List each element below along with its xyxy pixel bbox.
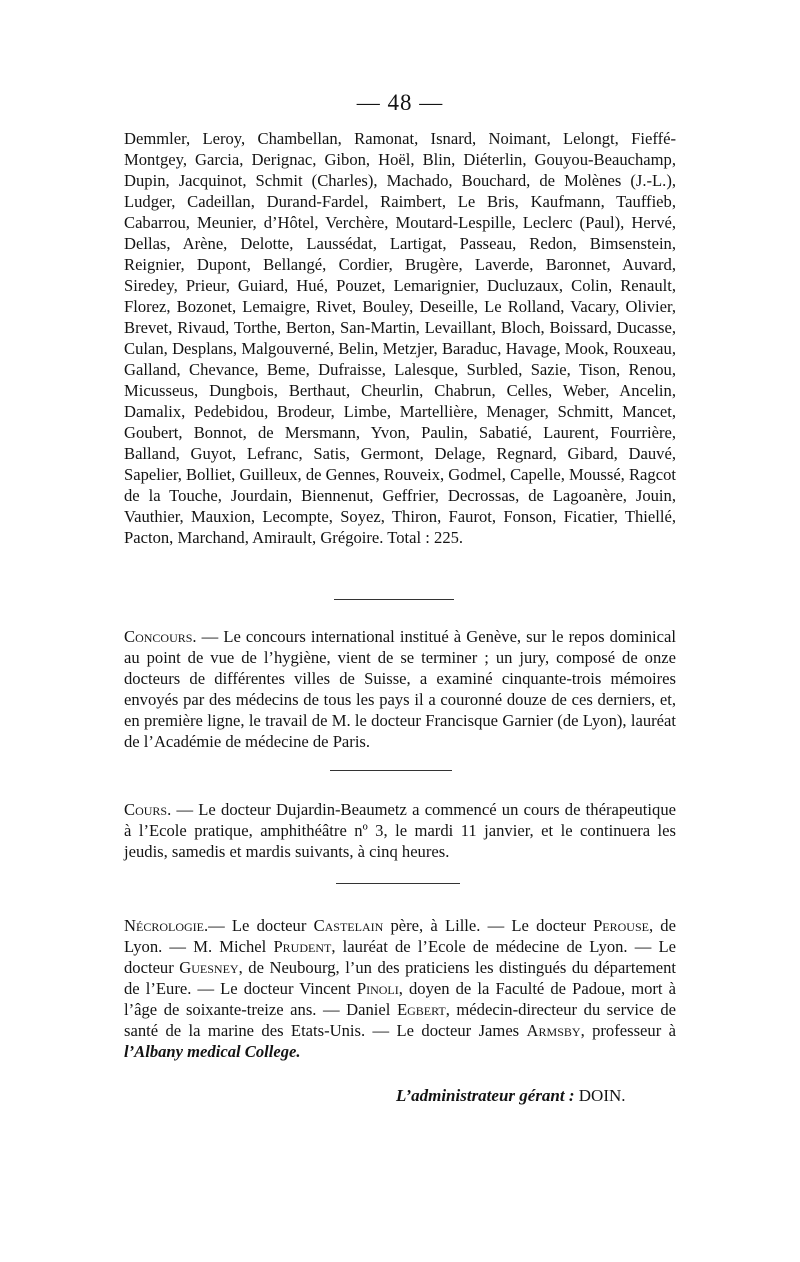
necrologie-name-prudent: Prudent <box>273 937 332 956</box>
names-paragraph: Demmler, Leroy, Chambellan, Ramonat, Isnard, Noimant, Lelongt, Fieffé-Montgey, Garcia, Derignac, Gibon, Hoël, Blin, Diéterlin, Gouyou-Beauchamp, Dupin, Jacquinot, Schmit (Charles), Machado, Bouchard, de Molènes (J.-L.), Ludger, Cadeillan, Durand-Fardel, Raimbert, Le Bris, Kaufmann, Tauffieb, Cabarrou, Meunier, d’Hôtel, Verchère, Moutard-Lespille, Leclerc (Paul), Hervé, Dellas, Arène, Delotte, Laussédat, Lartigat, Passeau, Redon, Bimsenstein, Reignier, Dupont, Bellangé, Cordier, Brugère, Laverde, Baronnet, Auvard, Siredey, Prieur, Guiard, Hué, Pouzet, Lemarignier, Ducluzaux, Colin, Renault, Florez, Bozonet, Lemaigre, Rivet, Bouley, Deseille, Le Rolland, Vacary, Olivier, Brevet, Rivaud, Torthe, Berton, San-Martin, Levaillant, Bloch, Boissard, Ducasse, Culan, Desplans, Malgouverné, Belin, Metzjer, Baraduc, Havage, Mook, Rouxeau, Galland, Chevance, Beme, Dufraisse, Lalesque, Surbled, Sazie, Tison, Renou, Micusseus, Dungbois, Berthaut, Cheurlin, Chabrun, Celles, Weber, Ancelin, Damalix, Pedebidou, Brodeur, Limbe, Martellière, Menager, Schmitt, Mancet, Goubert, Bonnot, de Mersmann, Yvon, Paulin, Sabatié, Laurent, Fourrière, Balland, Guyot, Lefranc, Satis, Germont, Delage, Regnard, Gibard, Dauvé, Sapelier, Bolliet, Guilleux, de Gennes, Rouveix, Godmel, Capelle, Moussé, Ragcot de la Touche, Jourdain, Biennenut, Geffrier, Decrossas, de Lagoanère, Jouin, Vauthier, Mauxion, Lecompte, Soyez, Thiron, Faurot, Fonson, Ficatier, Thiellé, Pacton, Marchand, Amirault, Grégoire. Total : 225. <box>124 129 676 547</box>
albany-college-name: l’Albany medical College. <box>124 1042 301 1061</box>
cours-heading: Cours. <box>124 800 172 819</box>
cours-section <box>124 799 676 862</box>
concours-heading: Concours. <box>124 627 197 646</box>
separator-rule-1 <box>334 599 454 600</box>
necrologie-name-guesney: Guesney <box>179 958 239 977</box>
necrologie-heading: Nécrologie. <box>124 916 209 935</box>
signature-name: DOIN. <box>578 1086 626 1105</box>
necrologie-text-2: père, à Lille. — Le docteur <box>383 916 594 935</box>
signature-line <box>396 1086 686 1106</box>
necrologie-text-5: , de Neubourg, l’un des praticiens les distingués du département de l’Eure. — Le docteur Vincent <box>124 958 676 998</box>
necrologie-name-perouse: Perouse <box>593 916 649 935</box>
necrologie-name-egbert: Egbert <box>396 1000 446 1019</box>
necrologie-section <box>124 915 676 1062</box>
necrologie-text-3: , de Lyon. — M. Michel <box>124 916 676 956</box>
concours-section <box>124 626 676 752</box>
cours-text: — Le docteur Dujardin-Beaumetz a commencé un cours de thérapeutique à l’Ecole pratique, amphithéâtre nº 3, le mardi 11 janvier, et le continuera les jeudis, samedis et mardis suivants, à cinq heures. <box>124 800 676 861</box>
necrologie-name-armsby: Armsby <box>526 1021 581 1040</box>
necrologie-text-6: , doyen de la Faculté de Padoue, mort à l’âge de soixante-treize ans. — Daniel <box>124 979 676 1019</box>
necrologie-text-7: , médecin-directeur du service de santé de la marine des Etats-Unis. — Le docteur James <box>124 1000 676 1040</box>
separator-rule-3 <box>336 883 460 884</box>
necrologie-text-4: , lauréat de l’Ecole de médecine de Lyon. — Le docteur <box>124 937 676 977</box>
page-number: — 48 — <box>356 90 444 115</box>
separator-rule-2 <box>330 770 452 771</box>
necrologie-name-castelain: Castelain <box>313 916 384 935</box>
signature-role: L’administrateur gérant : <box>396 1086 575 1105</box>
concours-paragraph <box>124 626 676 752</box>
cours-paragraph <box>124 799 676 862</box>
necrologie-text-8: , professeur à <box>580 1021 676 1040</box>
necrologie-name-pinoli: Pinoli <box>356 979 399 998</box>
necrologie-text-1: — Le docteur <box>208 916 314 935</box>
concours-text: — Le concours international institué à Genève, sur le repos dominical au point de vue de l’hygiène, vient de se terminer ; un jury, composé de onze docteurs de différentes villes de Suisse, a examiné cinquante-trois mémoires envoyés par des médecins de tous les pays il a couronné douze de ces derniers, et, en première ligne, le travail de M. le docteur Francisque Garnier (de Lyon), lauréat de l’Académie de médecine de Paris. <box>124 627 676 751</box>
necrologie-paragraph <box>124 915 676 1062</box>
names-list <box>124 128 676 548</box>
